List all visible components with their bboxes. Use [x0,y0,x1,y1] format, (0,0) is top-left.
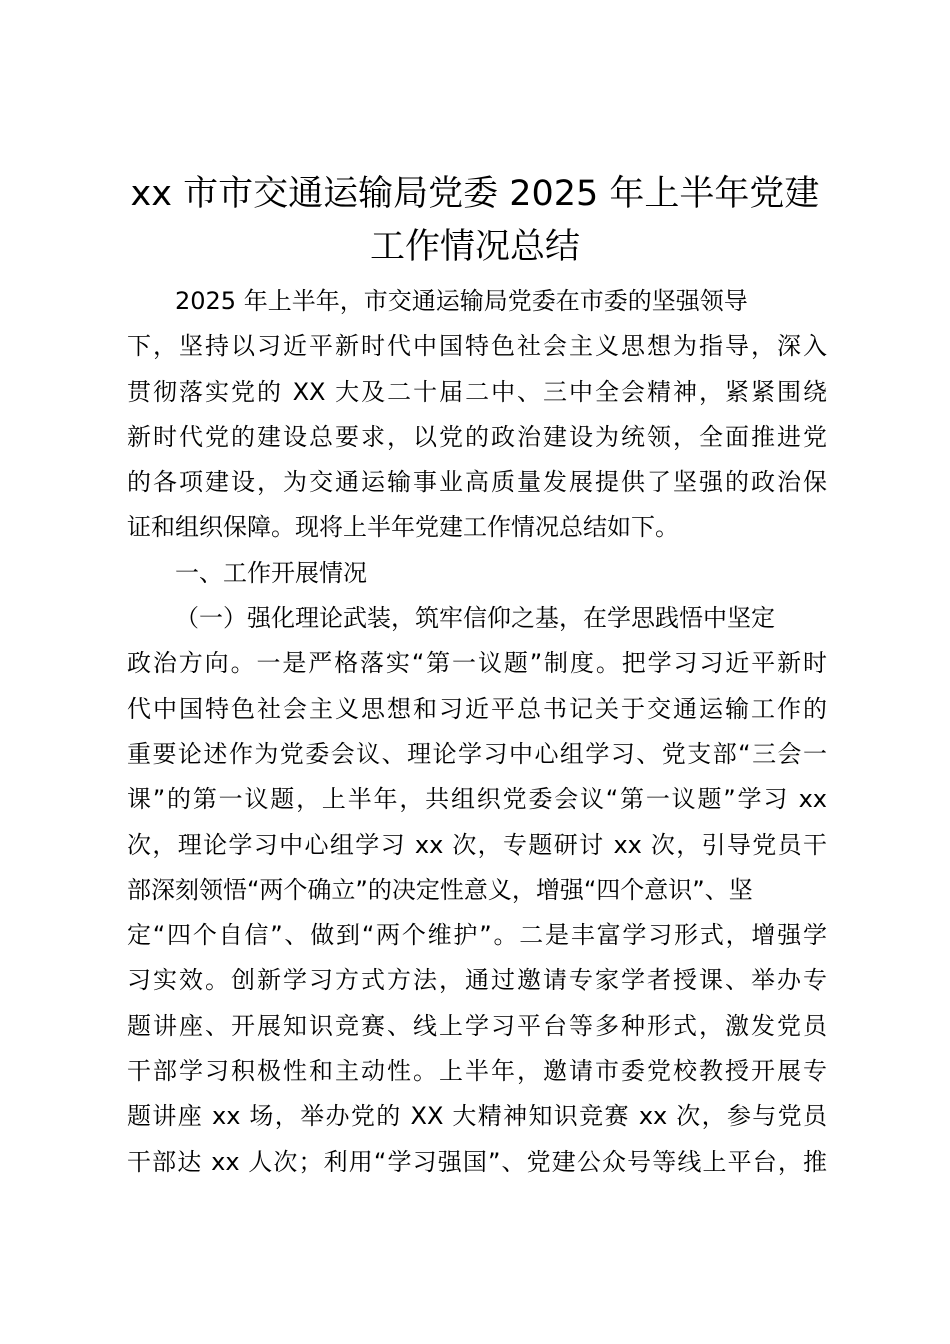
paragraph-line: 证和组织保障。现将上半年党建工作情况总结如下。 [127,513,679,542]
paragraph-line: 题讲座 xx 场，举办党的 XX 大精神知识竞赛 xx 次，参与党员 [127,1102,827,1131]
paragraph-line: 课”的第一议题，上半年，共组织党委会议“第一议题”学习 xx [127,785,827,814]
paragraph-line: 干部学习积极性和主动性。上半年，邀请市委党校教授开展专 [127,1057,827,1086]
paragraph-line: 重要论述作为党委会议、理论学习中心组学习、党支部“三会一 [127,739,827,768]
section-heading: 一、工作开展情况 [175,558,367,587]
title-line: xx 市市交通运输局党委 2025 年上半年党建 [130,174,820,214]
paragraph-line: 干部达 xx 人次；利用“学习强国”、党建公众号等线上平台，推 [127,1147,827,1176]
paragraph-line: 政治方向。一是严格落实“第一议题”制度。把学习习近平新时 [127,649,827,678]
paragraph-line: 贯彻落实党的 XX 大及二十届二中、三中全会精神，紧紧围绕 [127,377,827,406]
paragraph-line: 部深刻领悟“两个确立”的决定性意义，增强“四个意识”、坚 [127,875,753,904]
paragraph-line: 代中国特色社会主义思想和习近平总书记关于交通运输工作的 [127,694,827,723]
document-title [100,168,850,274]
paragraph-line: （一）强化理论武装，筑牢信仰之基，在学思践悟中坚定 [175,604,775,633]
document-body [127,279,827,1185]
paragraph-line: 下，坚持以习近平新时代中国特色社会主义思想为指导，深入 [127,332,827,361]
paragraph-line: 题讲座、开展知识竞赛、线上学习平台等多种形式，激发党员 [127,1011,827,1040]
title-line: 工作情况总结 [369,227,580,267]
paragraph-line: 新时代党的建设总要求，以党的政治建设为统领，全面推进党 [127,422,827,451]
paragraph-line: 习实效。创新学习方式方法，通过邀请专家学者授课、举办专 [127,966,827,995]
paragraph-line: 定“四个自信”、做到“两个维护”。二是丰富学习形式，增强学 [127,921,827,950]
paragraph-line: 2025 年上半年，市交通运输局党委在市委的坚强领导 [175,287,748,315]
paragraph-line: 的各项建设，为交通运输事业高质量发展提供了坚强的政治保 [127,468,827,497]
paragraph-line: 次，理论学习中心组学习 xx 次，专题研讨 xx 次，引导党员干 [127,830,827,859]
